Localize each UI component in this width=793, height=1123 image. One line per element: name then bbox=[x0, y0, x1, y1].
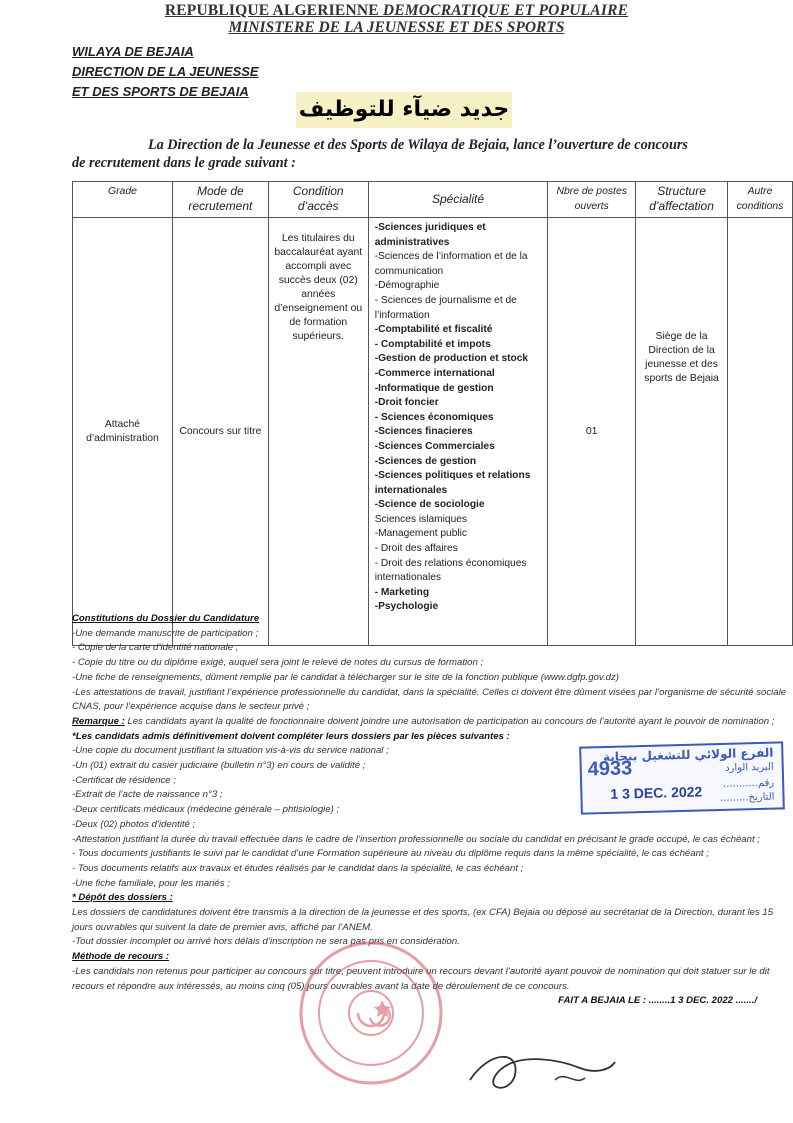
specialite-item: - Sciences économiques bbox=[374, 411, 494, 423]
dossier-title: Constitutions du Dossier du Candidature bbox=[72, 613, 260, 624]
admis-item: -Une copie du document justifiant la situation vis-à-vis du service national ; bbox=[72, 745, 389, 757]
cell-postes: 01 bbox=[548, 218, 636, 646]
cell-autres bbox=[728, 218, 793, 646]
table-header-row bbox=[73, 182, 793, 218]
specialite-item: -Psychologie bbox=[374, 601, 439, 613]
stamp-date: 1 3 DEC. 2022 bbox=[610, 783, 703, 802]
header-grade: Grade bbox=[73, 182, 173, 218]
cell-structure: Siège de la Direction de la jeunesse et des sports de Bejaia bbox=[636, 218, 728, 646]
reception-stamp bbox=[579, 741, 785, 814]
dossier-item: -Une fiche de renseignements, dûment remplie par le candidat à télécharger sur le site de la fonction publique (www.dgfp.gov.dz) bbox=[72, 671, 619, 683]
dossier-items bbox=[72, 627, 787, 715]
intro-line-1: La Direction de la Jeunesse et des Sports de Wilaya de Bejaia, lance l’ouverture de concours bbox=[148, 137, 688, 153]
specialite-item: -Science de sociologie bbox=[374, 499, 485, 511]
official-seal-icon bbox=[296, 938, 446, 1088]
header-autres: Autre conditions bbox=[728, 182, 793, 218]
cell-condition: Les titulaires du baccalauréat ayant accompli avec succès deux (02) années d’enseignement ou de formation supérieurs. bbox=[268, 218, 368, 646]
depot-item: Les dossiers de candidatures doivent être transmis à la direction de la jeunesse et des sports, (ex CFA) Bejaia ou déposé au secrétariat de la Direction, durant les 15 jours ouvrables qui suivent la date de premier avis, affiché par l’ANEM. bbox=[72, 907, 774, 933]
specialite-item: -Sciences de l’information et de la communication bbox=[374, 251, 528, 277]
admis-item: -Extrait de l’acte de naissance n°3 ; bbox=[72, 789, 223, 801]
signature-icon bbox=[460, 1040, 620, 1100]
recruitment-table bbox=[72, 181, 793, 646]
stamp-line-4: التاريخ......... bbox=[719, 791, 775, 805]
specialite-item: -Informatique de gestion bbox=[374, 382, 494, 394]
header-line-1a: REPUBLIQUE ALGERIENNE bbox=[164, 2, 383, 19]
specialite-item: -Gestion de production et stock bbox=[374, 353, 529, 365]
depot-item: -Tout dossier incomplet ou arrivé hors délais d’inscription ne sera pas pris en considération. bbox=[72, 936, 460, 948]
republic-header bbox=[0, 2, 793, 36]
remarque-text: Les candidats ayant la qualité de fonctionnaire doivent joindre une autorisation de participation au concours de l’autorité ayant le pouvoir de nomination ; bbox=[124, 715, 775, 727]
specialite-item: -Management public bbox=[374, 528, 468, 540]
specialite-item: -Sciences politiques et relations internationales bbox=[374, 470, 531, 496]
admin-line-1: WILAYA DE BEJAIA bbox=[72, 44, 194, 59]
admin-line-3: ET DES SPORTS DE BEJAIA bbox=[72, 84, 249, 99]
specialite-item: - Marketing bbox=[374, 586, 430, 598]
dossier-item: - Copie du titre ou du diplôme exigé, auquel sera joint le relevé de notes du cursus de formation ; bbox=[72, 657, 484, 669]
intro-paragraph bbox=[72, 136, 772, 172]
header-mode: Mode de recrutement bbox=[172, 182, 268, 218]
recruitment-banner: جديد ضيآء للتوظيف bbox=[296, 92, 512, 128]
table-row bbox=[73, 218, 793, 646]
dossier-item: - Copie de la carte d’identité nationale ; bbox=[72, 642, 239, 654]
admin-line-2: DIRECTION DE LA JEUNESSE bbox=[72, 64, 259, 79]
fait-a-bejaia: FAIT A BEJAIA LE : ........1 3 DEC. 2022 ......./ bbox=[558, 995, 757, 1007]
header-structure: Structure d’affectation bbox=[636, 182, 728, 218]
intro-line-2: de recrutement dans le grade suivant : bbox=[72, 155, 296, 171]
header-condition: Condition d’accès bbox=[268, 182, 368, 218]
stamp-line-2: البريد الوارد bbox=[724, 761, 774, 774]
header-line-2: MINISTERE DE LA JEUNESSE ET DES SPORTS bbox=[228, 19, 565, 36]
specialite-item: -Commerce international bbox=[374, 367, 495, 379]
cell-mode: Concours sur titre bbox=[172, 218, 268, 646]
specialite-item: -Sciences juridiques et administratives bbox=[374, 222, 486, 248]
admis-item: - Tous documents justifiants le suivi par le candidat d’une Formation supérieure au niveau du diplôme requis dans la même spécialité, le cas échéant ; bbox=[72, 848, 709, 860]
stamp-number: 4933 bbox=[587, 757, 633, 781]
specialite-item: -Sciences finacieres bbox=[374, 426, 473, 438]
specialite-item: - Sciences de journalisme et de l’information bbox=[374, 294, 517, 321]
cell-specialites bbox=[368, 218, 548, 646]
admis-item: -Attestation justifiant la durée du travail effectuée dans le cadre de l’insertion professionnelle ou sociale du candidat en précisant le grade occupé, le cas échéant ; bbox=[72, 833, 760, 845]
remarque bbox=[72, 715, 787, 730]
specialite-item: -Droit foncier bbox=[374, 397, 439, 409]
stamp-line-1: الفرع الولائي للتشغيل ببجاية bbox=[602, 745, 774, 765]
specialite-item: - Comptabilité et impots bbox=[374, 338, 491, 350]
admis-item: -Deux (02) photos d’identité ; bbox=[72, 818, 196, 830]
specialite-item: -Démographie bbox=[374, 280, 440, 292]
administration-block bbox=[72, 42, 259, 102]
admis-title: *Les candidats admis définitivement doivent compléter leurs dossiers par les pièces suivantes : bbox=[72, 730, 510, 742]
depot-title: * Dépôt des dossiers : bbox=[72, 892, 173, 904]
specialite-item: - Droit des affaires bbox=[374, 543, 458, 555]
specialites-list bbox=[375, 221, 545, 615]
admis-item: -Un (01) extrait du casier judiciaire (bulletin n°3) en cours de validité ; bbox=[72, 760, 366, 772]
header-specialite: Spécialité bbox=[368, 182, 548, 218]
admis-item: -Une fiche familiale, pour les mariés ; bbox=[72, 877, 230, 889]
admis-item: -Certificat de résidence ; bbox=[72, 774, 176, 786]
dossier-item: -Les attestations de travail, justifiant l’expérience professionnelle du candidat, dans la spécialité. Celles ci doivent être dûment visées par l’organisme de sécurité sociale CNAS, pour l’expérience acquise dans le secteur privé ; bbox=[72, 686, 787, 713]
header-postes: Nbre de postes ouverts bbox=[548, 182, 636, 218]
dossier-item: -Une demande manuscrite de participation ; bbox=[72, 627, 259, 639]
admis-item: -Deux certificats médicaux (médecine générale – phtisiologie) ; bbox=[72, 804, 340, 816]
stamp-line-3: رقم........... bbox=[722, 777, 775, 790]
remarque-label: Remarque : bbox=[72, 715, 125, 727]
specialite-item: -Sciences Commerciales bbox=[374, 440, 495, 452]
specialite-item: - Droit des relations économiques internationales bbox=[374, 557, 527, 584]
specialite-item: -Sciences de gestion bbox=[374, 455, 477, 467]
recours-title: Méthode de recours : bbox=[72, 951, 170, 963]
specialite-item: Sciences islamiques bbox=[374, 513, 467, 525]
recours-text: -Les candidats non retenus pour participer au concours sur titre, peuvent introduire un recours devant l’autorité ayant pouvoir de nomination qui doit statuer sur le dit recours et répondre aux intéressés, au moins cinq (05) jours ouvrables avant la date de déroulement de ce concours. bbox=[72, 965, 770, 992]
header-line-1b: DEMOCRATIQUE ET POPULAIRE bbox=[382, 2, 629, 19]
admis-item: - Tous documents relatifs aux travaux et études réalisés par le candidat dans la spécialité, le cas échéant ; bbox=[72, 862, 524, 874]
header-line-1 bbox=[0, 2, 793, 19]
specialite-item: -Comptabilité et fiscalité bbox=[374, 324, 493, 336]
cell-grade: Attaché d’administration bbox=[73, 218, 173, 646]
